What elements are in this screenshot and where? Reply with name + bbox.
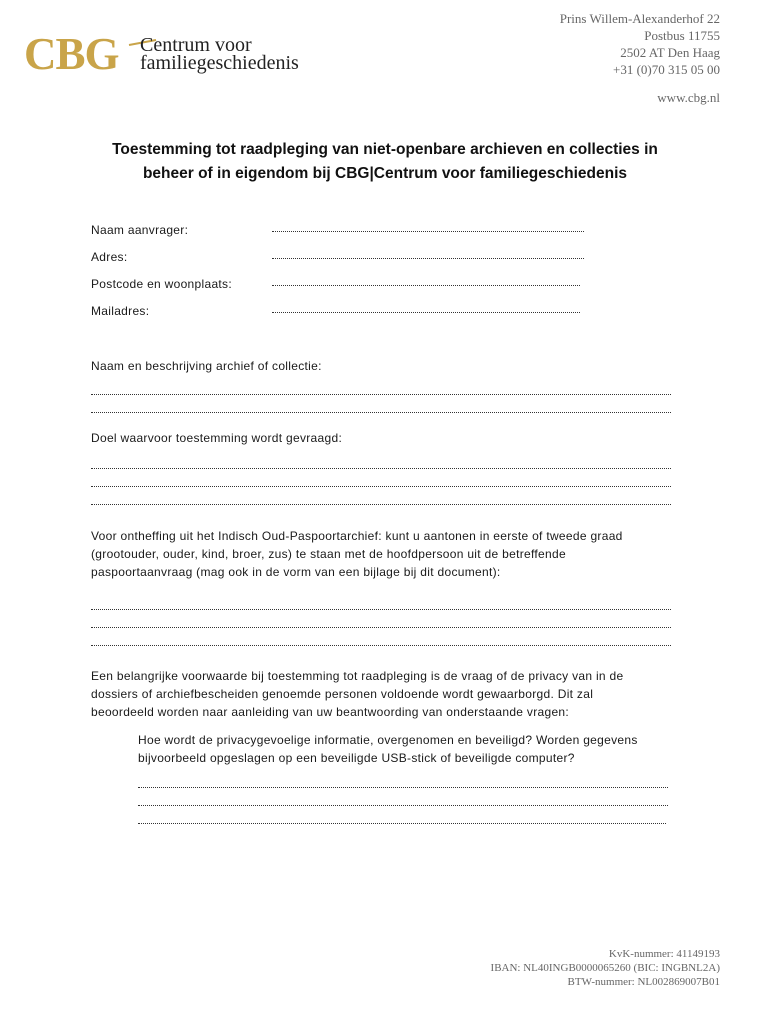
privacy-line1: Een belangrijke voorwaarde bij toestemming tot raadpleging is de vraag of de privacy van in de	[91, 669, 624, 683]
email-field[interactable]	[272, 308, 580, 313]
address-postbox: Postbus 11755	[644, 28, 720, 43]
document-title	[60, 138, 710, 186]
indisch-answer-line[interactable]	[91, 643, 671, 646]
address-label: Adres:	[91, 250, 128, 264]
email-label: Mailadres:	[91, 304, 150, 318]
postcode-field[interactable]	[272, 281, 580, 286]
question-answer-line[interactable]	[138, 821, 666, 824]
privacy-line2: dossiers of archiefbescheiden genoemde personen voldoende wordt gewaarborgd. Dit zal	[91, 687, 594, 701]
question-line1: Hoe wordt de privacygevoelige informatie, overgenomen en beveiligd? Worden gegevens	[138, 733, 638, 747]
indisch-paragraph	[91, 527, 673, 581]
question-line2: bijvoorbeeld opgeslagen op een beveiligde USB-stick of beveiligde computer?	[138, 751, 575, 765]
indisch-answer-line[interactable]	[91, 607, 671, 610]
purpose-label: Doel waarvoor toestemming wordt gevraagd:	[91, 431, 343, 445]
name-label: Naam aanvrager:	[91, 223, 189, 237]
name-field[interactable]	[272, 227, 584, 232]
footer-kvk: KvK-nummer: 41149193	[608, 948, 720, 960]
title-line2: beheer of in eigendom bij CBG|Centrum voor familiegeschiedenis	[142, 165, 628, 182]
address-phone: +31 (0)70 315 05 00	[613, 62, 720, 77]
footer-btw: BTW-nummer: NL002869007B01	[567, 976, 720, 988]
address-block	[560, 10, 720, 78]
purpose-answer-line[interactable]	[91, 484, 671, 487]
question-answer-line[interactable]	[138, 803, 668, 806]
archive-label: Naam en beschrijving archief of collectie:	[91, 359, 322, 373]
purpose-answer-line[interactable]	[91, 466, 671, 469]
address-street: Prins Willem-Alexanderhof 22	[559, 11, 720, 26]
postcode-label: Postcode en woonplaats:	[91, 277, 232, 291]
privacy-line3: beoordeeld worden naar aanleiding van uw beantwoording van onderstaande vragen:	[91, 705, 570, 719]
archive-answer-line[interactable]	[91, 410, 671, 413]
logo-acronym: CBG	[24, 29, 119, 79]
indisch-line2: (grootouder, ouder, kind, broer, zus) te staan met de hoofdpersoon uit de betreffende	[91, 547, 566, 561]
purpose-answer-line[interactable]	[91, 502, 671, 505]
address-city: 2502 AT Den Haag	[620, 45, 720, 60]
logo-name-line1: Centrum voor	[140, 34, 252, 56]
address-field[interactable]	[272, 254, 584, 259]
title-line1: Toestemming tot raadpleging van niet-openbare archieven en collecties in	[112, 141, 658, 158]
footer-iban: IBAN: NL40INGB0000065260 (BIC: INGBNL2A)	[490, 962, 720, 974]
website-link[interactable]: www.cbg.nl	[657, 90, 720, 105]
archive-answer-line[interactable]	[91, 392, 671, 395]
indisch-line1: Voor ontheffing uit het Indisch Oud-Paspoortarchief: kunt u aantonen in eerste of tweede graad	[91, 529, 623, 543]
question-answer-line[interactable]	[138, 785, 668, 788]
privacy-question	[138, 731, 678, 767]
indisch-line3: paspoortaanvraag (mag ook in de vorm van een bijlage bij dit document):	[91, 565, 501, 579]
privacy-paragraph	[91, 667, 673, 721]
logo-name-line2: familiegeschiedenis	[140, 52, 299, 74]
indisch-answer-line[interactable]	[91, 625, 671, 628]
footer-company-info	[491, 947, 720, 989]
logo-name	[140, 36, 299, 72]
